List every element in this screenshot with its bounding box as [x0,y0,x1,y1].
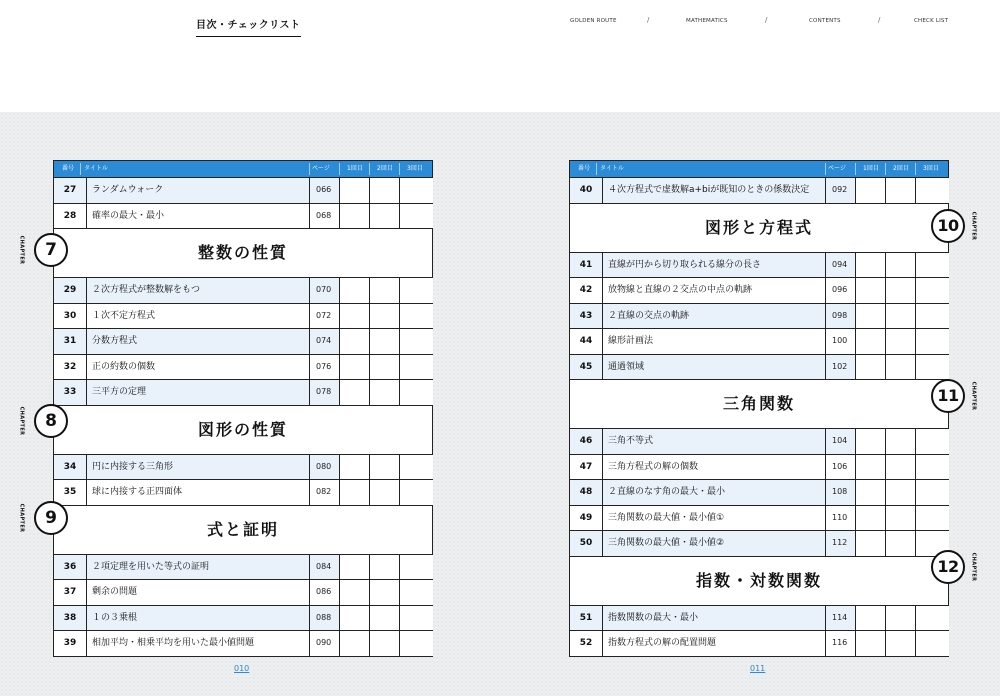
check-box-1[interactable] [339,355,370,380]
header-divider [855,163,856,175]
table-row [570,177,948,203]
check-box-1[interactable] [339,555,370,580]
check-box-1[interactable] [339,380,370,405]
row-page: 084 [316,561,332,571]
check-box-3[interactable] [399,580,433,605]
row-divider [309,304,310,329]
check-box-2[interactable] [885,506,916,531]
header-divider [369,163,370,175]
check-box-1[interactable] [855,329,886,354]
row-title: 通過領域 [608,361,645,372]
check-box-2[interactable] [885,355,916,380]
row-number: 28 [63,210,77,221]
check-box-2[interactable] [885,455,916,480]
check-box-3[interactable] [399,380,433,405]
row-title: ２項定理を用いた等式の証明 [92,561,210,572]
check-box-1[interactable] [855,304,886,329]
header-divider [885,163,886,175]
table-row [570,454,948,480]
row-number: 52 [579,638,593,648]
row-page: 116 [832,638,848,647]
toc-table-left [53,160,433,657]
row-divider [309,329,310,354]
chapter-row [54,228,432,277]
row-page: 092 [832,185,848,194]
check-box-2[interactable] [885,253,916,278]
table-row [54,203,432,229]
row-number: 34 [63,461,77,472]
row-divider [309,178,310,203]
row-page: 066 [316,185,332,194]
header-check-3: 3回目 [923,165,939,172]
check-box-3[interactable] [399,204,433,229]
row-title: ２直線の交点の軌跡 [608,310,690,321]
header-check-2: 2回目 [377,165,393,172]
row-title: 三平方の定理 [92,387,147,397]
chapter-title: 式と証明 [206,519,279,539]
row-page: 098 [832,310,848,320]
row-title: ４次方程式で虚数解a+biが既知のときの係数決定 [608,185,810,195]
header-divider [915,163,916,175]
row-divider [86,606,87,631]
row-page: 112 [832,538,848,547]
page-number-right: 011 [750,664,766,673]
row-title: 相加平均・相乗平均を用いた最小値問題 [92,638,255,648]
row-number: 46 [579,436,593,446]
check-box-3[interactable] [915,506,949,531]
table-row [570,428,948,454]
row-divider [309,580,310,605]
check-box-3[interactable] [399,606,433,631]
row-divider [309,480,310,505]
chapter-row [54,505,432,554]
row-title: 円に内接する三角形 [92,461,174,472]
header-divider [596,163,597,175]
table-row [54,177,432,203]
check-box-3[interactable] [399,555,433,580]
check-box-3[interactable] [915,631,949,656]
chapter-number-badge: 10 [931,209,965,243]
check-box-2[interactable] [369,606,400,631]
header-divider [309,163,310,175]
table-row [54,554,432,580]
table-row [54,328,432,354]
check-box-2[interactable] [369,304,400,329]
table-row [570,328,948,354]
header-divider [339,163,340,175]
check-box-2[interactable] [369,178,400,203]
check-box-2[interactable] [885,304,916,329]
row-title: 指数方程式の解の配置問題 [608,638,717,648]
table-row [54,579,432,605]
row-number: 44 [579,336,593,346]
row-page: 068 [316,210,332,220]
row-divider [602,329,603,354]
chapter-number-badge: 8 [34,404,68,438]
toc-table-right [569,160,949,657]
header-check-1: 1回目 [347,165,363,172]
row-title: 分数方程式 [92,336,138,346]
row-divider [309,555,310,580]
row-divider [309,606,310,631]
header-title: タイトル [600,165,624,172]
check-box-3[interactable] [915,304,949,329]
row-divider [825,531,826,556]
row-number: 45 [579,361,593,372]
row-page: 114 [832,612,848,622]
table-row [570,277,948,303]
check-box-1[interactable] [339,631,370,656]
table-row [570,354,948,380]
row-divider [825,631,826,656]
chapter-row [570,379,948,428]
row-title: 三角方程式の解の個数 [608,461,699,472]
chapter-number-badge: 12 [931,550,965,584]
row-page: 080 [316,461,332,471]
check-box-3[interactable] [399,455,433,480]
chapter-title: 図形と方程式 [704,217,813,237]
check-box-3[interactable] [399,178,433,203]
check-box-3[interactable] [915,355,949,380]
check-box-1[interactable] [339,455,370,480]
row-number: 29 [63,285,77,295]
table-row [54,479,432,505]
row-page: 102 [832,361,848,371]
check-box-3[interactable] [915,480,949,505]
check-box-1[interactable] [339,606,370,631]
row-page: 106 [832,461,848,471]
chapter-title: 三角関数 [722,394,795,413]
row-number: 38 [63,612,77,623]
row-title: 三角関数の最大値・最小値① [608,512,725,523]
page-title: 目次・チェックリスト [196,16,301,37]
chapter-row [570,203,948,252]
table-row [54,277,432,303]
check-box-2[interactable] [885,178,916,203]
table-row [570,479,948,505]
check-box-1[interactable] [855,253,886,278]
check-box-2[interactable] [885,631,916,656]
header-page: ページ [828,165,846,172]
row-page: 110 [832,512,848,522]
check-box-1[interactable] [339,204,370,229]
check-box-1[interactable] [855,631,886,656]
table-row [570,505,948,531]
row-page: 070 [316,285,332,294]
table-row [54,303,432,329]
chapter-title: 指数・対数関数 [695,570,822,590]
row-number: 37 [63,587,77,597]
row-divider [602,278,603,303]
chapter-number-badge: 9 [34,501,68,535]
check-box-3[interactable] [915,329,949,354]
check-box-3[interactable] [399,480,433,505]
nav-separator: / [765,16,768,24]
check-box-2[interactable] [369,555,400,580]
page-number-left: 010 [234,664,250,673]
check-box-3[interactable] [399,304,433,329]
check-box-2[interactable] [369,480,400,505]
row-title: 正の約数の個数 [92,361,156,372]
row-divider [602,455,603,480]
check-box-2[interactable] [369,455,400,480]
row-divider [86,580,87,605]
row-number: 32 [63,361,77,372]
row-divider [825,480,826,505]
table-row [570,530,948,556]
row-number: 30 [63,310,77,321]
check-box-2[interactable] [369,278,400,303]
row-divider [602,178,603,203]
row-divider [825,506,826,531]
row-title: 指数関数の最大・最小 [608,612,699,623]
table-row [54,379,432,405]
table-row [54,454,432,480]
check-box-1[interactable] [855,506,886,531]
row-number: 47 [579,461,593,472]
row-title: 直線が円から切り取られる線分の長さ [608,259,762,270]
header-check-3: 3回目 [407,165,423,172]
chapter-title: 整数の性質 [197,243,288,262]
nav-contents[interactable]: CONTENTS [809,18,841,24]
row-title: 三角関数の最大値・最小値② [608,538,725,548]
row-title: 球に内接する正四面体 [92,487,183,497]
check-box-3[interactable] [915,178,949,203]
row-divider [309,631,310,656]
row-divider [86,455,87,480]
table-row [570,303,948,329]
row-number: 43 [579,310,593,321]
row-number: 48 [579,487,593,497]
check-box-2[interactable] [369,580,400,605]
table-row [570,630,948,656]
row-number: 50 [579,538,593,548]
row-divider [86,304,87,329]
row-divider [602,355,603,380]
table-row [54,354,432,380]
row-page: 100 [832,336,848,345]
check-box-3[interactable] [399,329,433,354]
table-row [570,252,948,278]
row-divider [602,253,603,278]
check-box-1[interactable] [339,480,370,505]
check-box-1[interactable] [339,580,370,605]
row-divider [825,253,826,278]
row-divider [309,355,310,380]
row-divider [309,204,310,229]
row-page: 088 [316,612,332,622]
row-divider [86,555,87,580]
row-number: 42 [579,285,593,295]
row-title: １の３乗根 [92,612,138,623]
chapter-row [570,556,948,605]
row-title: 剰余の問題 [92,587,138,597]
table-row [54,630,432,656]
row-title: 放物線と直線の２交点の中点の軌跡 [608,285,753,295]
row-title: ランダムウォーク [92,185,164,195]
check-box-3[interactable] [399,278,433,303]
check-box-1[interactable] [855,278,886,303]
row-divider [309,380,310,405]
row-divider [825,278,826,303]
row-number: 41 [579,259,593,270]
row-divider [825,304,826,329]
row-title: 確率の最大・最小 [92,210,165,221]
row-divider [825,178,826,203]
row-divider [309,455,310,480]
row-divider [602,531,603,556]
chapter-label: CHAPTER [18,406,25,435]
table-row [570,605,948,631]
check-box-3[interactable] [915,455,949,480]
check-box-1[interactable] [855,531,886,556]
row-divider [825,429,826,454]
row-divider [309,278,310,303]
check-box-1[interactable] [855,355,886,380]
table-header [54,161,432,177]
row-page: 094 [832,259,848,269]
row-number: 51 [579,612,593,623]
page-header [0,0,1000,112]
chapter-title: 図形の性質 [197,419,288,439]
check-box-2[interactable] [885,606,916,631]
row-divider [86,178,87,203]
check-box-1[interactable] [339,329,370,354]
header-no: 番号 [62,165,75,172]
row-divider [602,480,603,505]
chapter-label: CHAPTER [18,235,25,265]
nav-separator: / [647,16,650,24]
row-page: 104 [832,436,848,445]
check-box-1[interactable] [855,429,886,454]
nav-golden-route[interactable]: GOLDEN ROUTE [570,18,617,24]
row-divider [86,480,87,505]
row-divider [86,204,87,229]
check-box-1[interactable] [339,304,370,329]
chapter-number-badge: 7 [34,233,68,267]
row-number: 36 [63,561,77,572]
row-page: 108 [832,487,848,496]
row-page: 072 [316,310,332,320]
check-box-2[interactable] [369,380,400,405]
check-box-2[interactable] [369,631,400,656]
row-page: 078 [316,387,332,396]
check-box-2[interactable] [885,531,916,556]
row-number: 39 [63,638,77,648]
check-box-1[interactable] [855,606,886,631]
chapter-row [54,405,432,454]
row-page: 076 [316,361,332,371]
header-page: ページ [312,165,330,172]
check-box-2[interactable] [885,278,916,303]
row-divider [602,606,603,631]
header-title: タイトル [84,165,108,172]
check-box-1[interactable] [855,178,886,203]
row-number: 35 [63,487,77,497]
row-number: 49 [579,512,593,523]
row-divider [825,329,826,354]
chapter-label: CHAPTER [970,552,977,581]
header-divider [825,163,826,175]
row-divider [86,278,87,303]
check-box-2[interactable] [885,429,916,454]
header-divider [399,163,400,175]
row-divider [602,631,603,656]
row-divider [86,380,87,405]
chapter-label: CHAPTER [18,503,25,532]
check-box-1[interactable] [855,455,886,480]
row-page: 082 [316,487,332,496]
check-box-1[interactable] [855,480,886,505]
row-page: 074 [316,336,332,345]
check-box-1[interactable] [339,178,370,203]
row-divider [602,304,603,329]
row-number: 27 [63,185,77,195]
table-header [570,161,948,177]
check-box-2[interactable] [369,204,400,229]
check-box-2[interactable] [369,329,400,354]
nav-separator: / [878,16,881,24]
check-box-3[interactable] [399,631,433,656]
table-row [54,605,432,631]
header-check-2: 2回目 [893,165,909,172]
check-box-3[interactable] [399,355,433,380]
check-box-3[interactable] [915,253,949,278]
row-divider [825,606,826,631]
row-title: 線形計画法 [608,336,654,346]
header-divider [80,163,81,175]
header-no: 番号 [578,165,591,172]
nav-check-list[interactable]: CHECK LIST [914,18,949,24]
row-page: 090 [316,638,332,647]
row-number: 31 [63,336,77,346]
check-box-3[interactable] [915,429,949,454]
row-title: ２直線のなす角の最大・最小 [608,487,726,497]
row-divider [86,631,87,656]
row-number: 40 [579,185,593,195]
check-box-2[interactable] [369,355,400,380]
check-box-1[interactable] [339,278,370,303]
chapter-label: CHAPTER [970,211,977,240]
chapter-number-badge: 11 [931,379,965,413]
row-title: ２次方程式が整数解をもつ [92,285,201,295]
row-divider [86,329,87,354]
row-divider [86,355,87,380]
check-box-2[interactable] [885,329,916,354]
check-box-2[interactable] [885,480,916,505]
row-divider [602,429,603,454]
check-box-3[interactable] [915,606,949,631]
header-check-1: 1回目 [863,165,879,172]
row-number: 33 [63,387,77,397]
check-box-3[interactable] [915,278,949,303]
row-divider [825,455,826,480]
row-title: １次不定方程式 [92,310,156,321]
row-title: 三角不等式 [608,436,654,446]
row-divider [825,355,826,380]
nav-mathematics[interactable]: MATHEMATICS [686,18,728,24]
row-divider [602,506,603,531]
chapter-label: CHAPTER [970,381,977,411]
row-page: 086 [316,587,332,596]
row-page: 096 [832,285,848,294]
